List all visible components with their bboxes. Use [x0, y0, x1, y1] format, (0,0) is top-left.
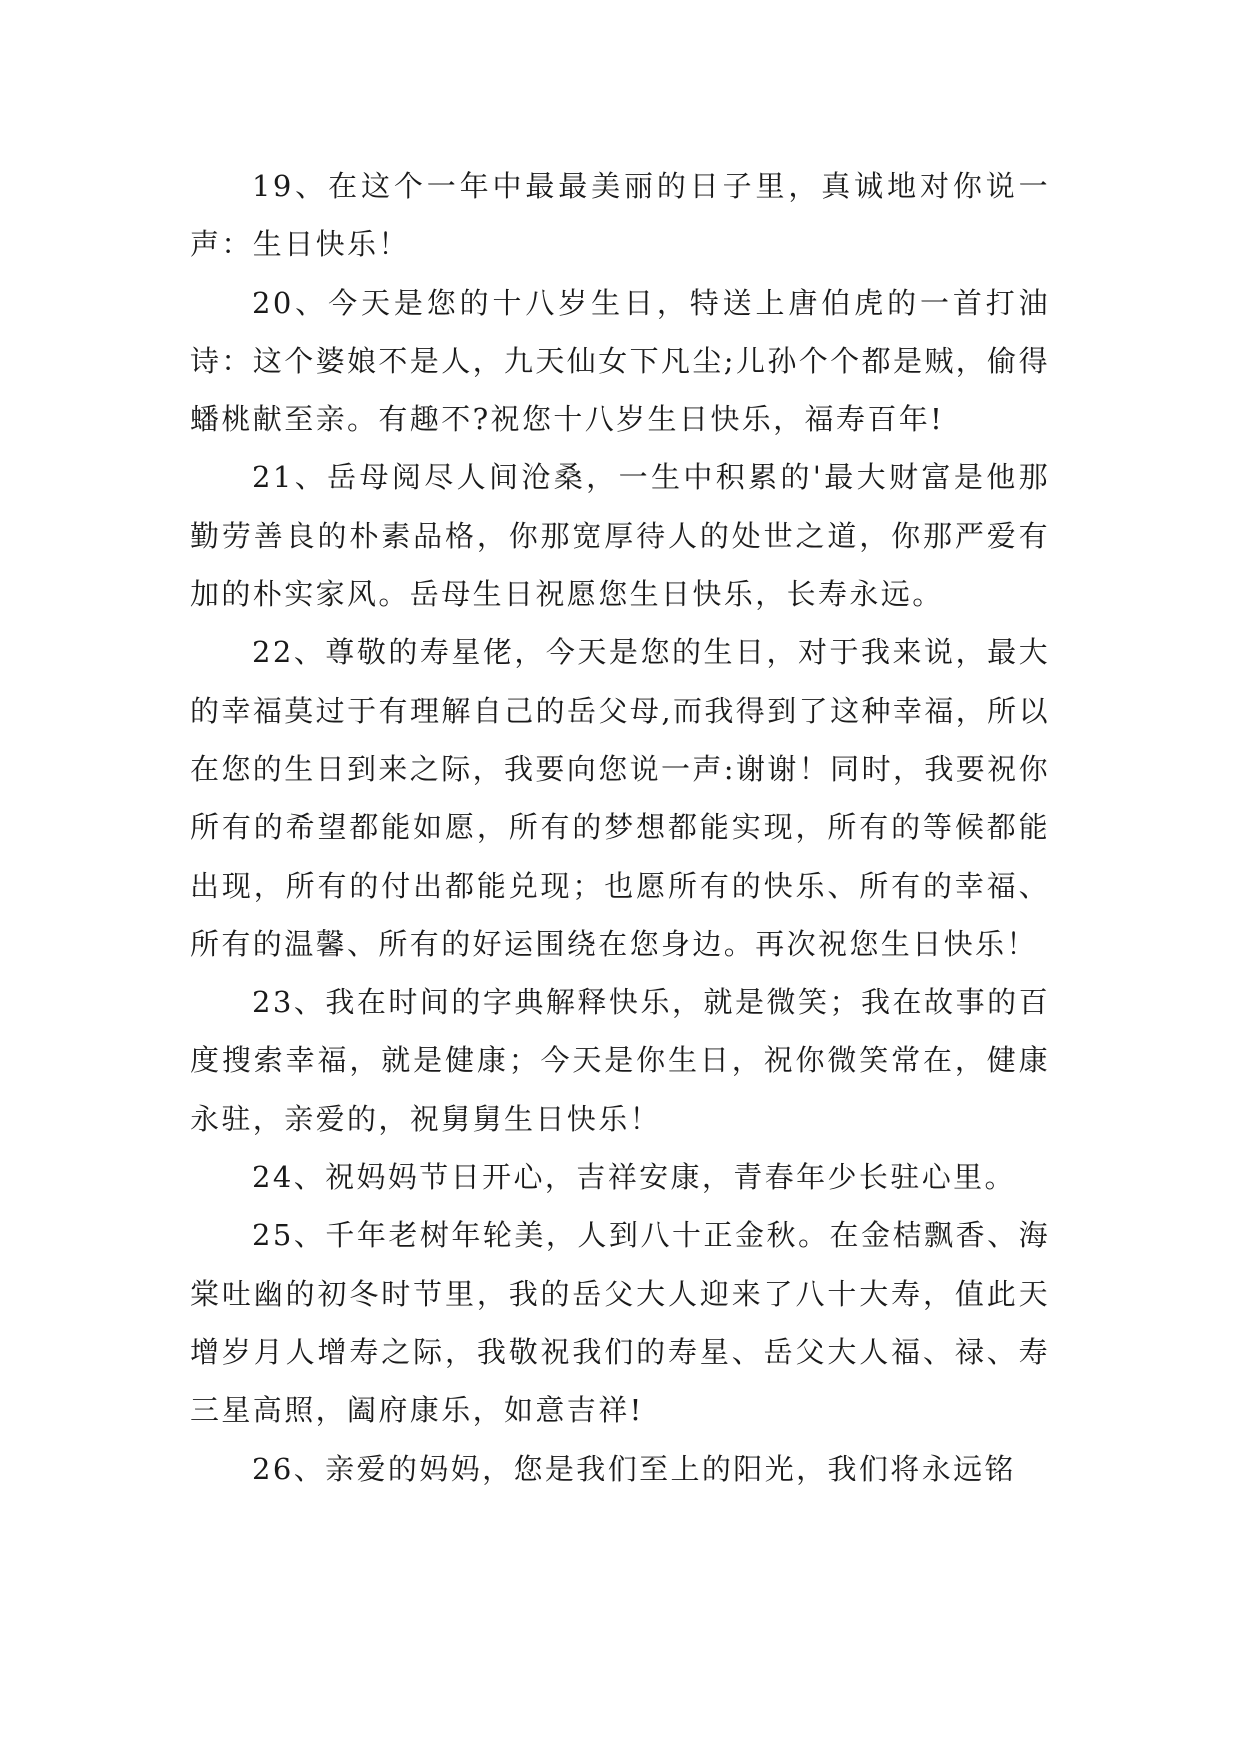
paragraph-25: 25、千年老树年轮美，人到八十正金秋。在金桔飘香、海棠吐幽的初冬时节里，我的岳父大人迎来了八十大寿，值此天增岁月人增寿之际，我敬祝我们的寿星、岳父大人福、禄、寿三星高照，阖府康乐，如意吉祥! [190, 1218, 1050, 1428]
paragraph-20: 20、今天是您的十八岁生日，特送上唐伯虎的一首打油诗：这个婆娘不是人，九天仙女下凡尘;儿孙个个都是贼，偷得蟠桃献至亲。有趣不?祝您十八岁生日快乐，福寿百年! [190, 285, 1050, 437]
document-body [190, 157, 1050, 1498]
paragraph-22: 22、尊敬的寿星佬，今天是您的生日，对于我来说，最大的幸福莫过于有理解自己的岳父母,而我得到了这种幸福，所以在您的生日到来之际，我要向您说一声:谢谢！同时，我要祝你所有的希望都能如愿，所有的梦想都能实现，所有的等候都能出现，所有的付出都能兑现；也愿所有的快乐、所有的幸福、所有的温馨、所有的好运围绕在您身边。再次祝您生日快乐！ [190, 635, 1050, 961]
paragraph-23: 23、我在时间的字典解释快乐，就是微笑；我在故事的百度搜索幸福，就是健康；今天是你生日，祝你微笑常在，健康永驻，亲爱的，祝舅舅生日快乐！ [190, 985, 1050, 1136]
paragraph-19: 19、在这个一年中最最美丽的日子里，真诚地对你说一声：生日快乐！ [190, 169, 1050, 262]
paragraph-24: 24、祝妈妈节日开心，吉祥安康，青春年少长驻心里。 [252, 1160, 1016, 1195]
paragraph-21: 21、岳母阅尽人间沧桑，一生中积累的'最大财富是他那勤劳善良的朴素品格，你那宽厚待人的处世之道，你那严爱有加的朴实家风。岳母生日祝愿您生日快乐，长寿永远。 [190, 460, 1050, 612]
paragraph-26: 26、亲爱的妈妈，您是我们至上的阳光，我们将永远铭 [252, 1451, 1016, 1486]
